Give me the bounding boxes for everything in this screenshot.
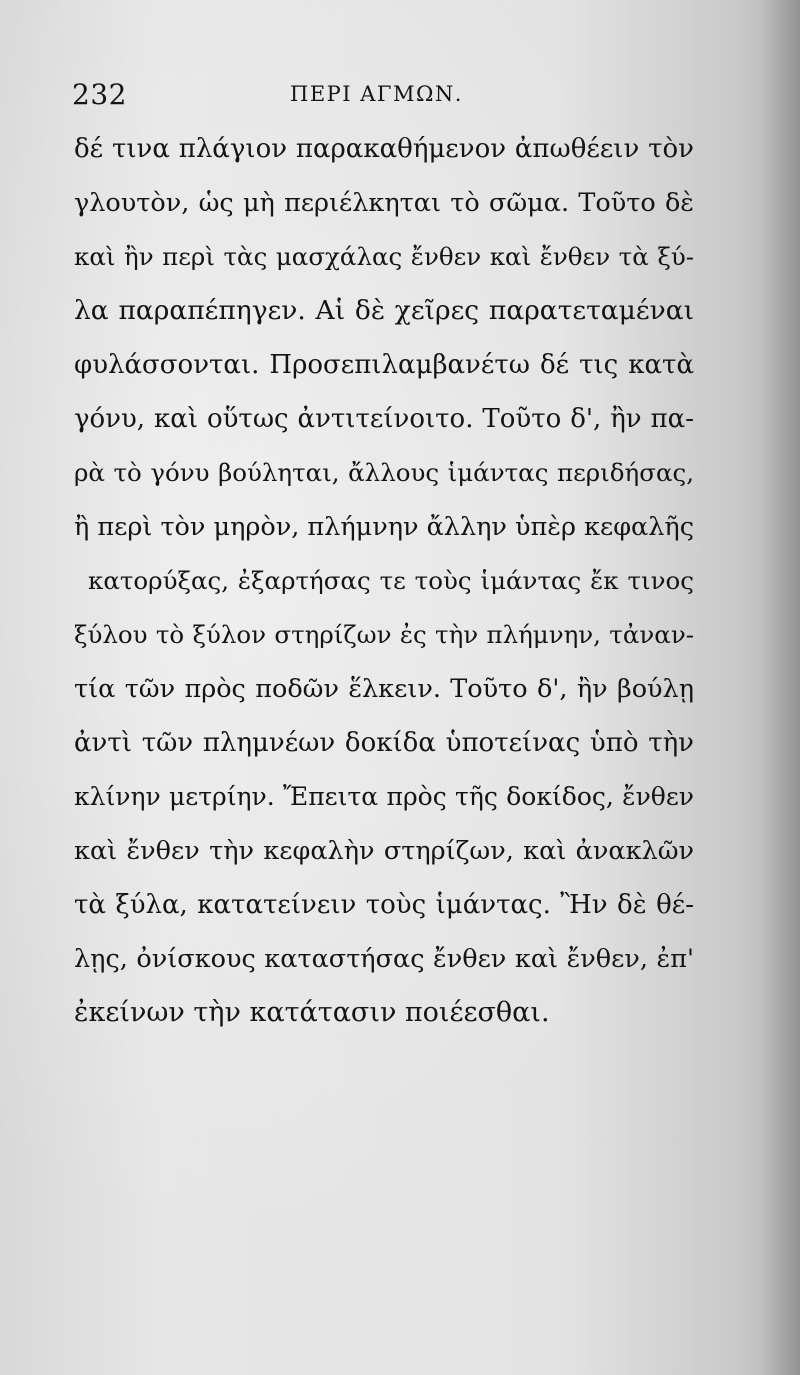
text-line: καὶ ἢν περὶ τὰς μασχάλας ἔνθεν καὶ ἔνθεν τὰ ξύ- <box>74 242 694 271</box>
text-line: λῃς, ὀνίσκους καταστήσας ἔνθεν καὶ ἔνθεν, ἐπ' <box>74 944 694 974</box>
text-line: ἀντὶ τῶν πλημνέων δοκίδα ὑποτείνας ὑπὸ τὴν <box>74 728 694 758</box>
text-line: φυλάσσονται. Προσεπιλαμβανέτω δέ τις κατὰ <box>74 350 694 380</box>
running-head: ΠΕΡΙ ΑΓΜΩΝ. <box>290 82 463 106</box>
text-line: λα παραπέπηγεν. Αἱ δὲ χεῖρες παρατεταμέναι <box>74 295 694 326</box>
text-line: ρὰ τὸ γόνυ βούληται, ἄλλους ἱμάντας περιδήσας, <box>74 458 694 487</box>
page-edge-shadow <box>760 0 800 1375</box>
text-line: κατορύξας, ἐξαρτήσας τε τοὺς ἱμάντας ἔκ τινος <box>88 566 694 595</box>
body-text <box>74 122 694 1040</box>
text-line: καὶ ἔνθεν τὴν κεφαλὴν στηρίζων, καὶ ἀνακλῶν <box>74 836 694 866</box>
text-line: ξύλου τὸ ξύλον στηρίζων ἐς τὴν πλήμνην, τἀναν- <box>74 620 694 649</box>
text-line: ἐκείνων τὴν κατάτασιν ποιέεσθαι. <box>74 997 550 1028</box>
text-line: δέ τινα πλάγιον παρακαθήμενον ἀπωθέειν τὸν <box>74 134 694 164</box>
text-line: τὰ ξύλα, κατατείνειν τοὺς ἱμάντας. Ἢν δὲ θέ- <box>74 890 694 920</box>
page-header <box>72 78 692 118</box>
page-number: 232 <box>72 78 127 111</box>
text-line: τία τῶν πρὸς ποδῶν ἕλκειν. Τοῦτο δ', ἢν βούλῃ <box>74 674 694 704</box>
text-line: γόνυ, καὶ οὕτως ἀντιτείνοιτο. Τοῦτο δ', ἢν πα- <box>74 404 694 434</box>
text-line: κλίνην μετρίην. Ἔπειτα πρὸς τῆς δοκίδος, ἔνθεν <box>74 782 694 811</box>
text-line: γλουτὸν, ὡς μὴ περιέλκηται τὸ σῶμα. Τοῦτο δὲ <box>74 188 694 218</box>
text-line: ἢ περὶ τὸν μηρὸν, πλήμνην ἄλλην ὑπὲρ κεφαλῆς <box>74 512 694 542</box>
